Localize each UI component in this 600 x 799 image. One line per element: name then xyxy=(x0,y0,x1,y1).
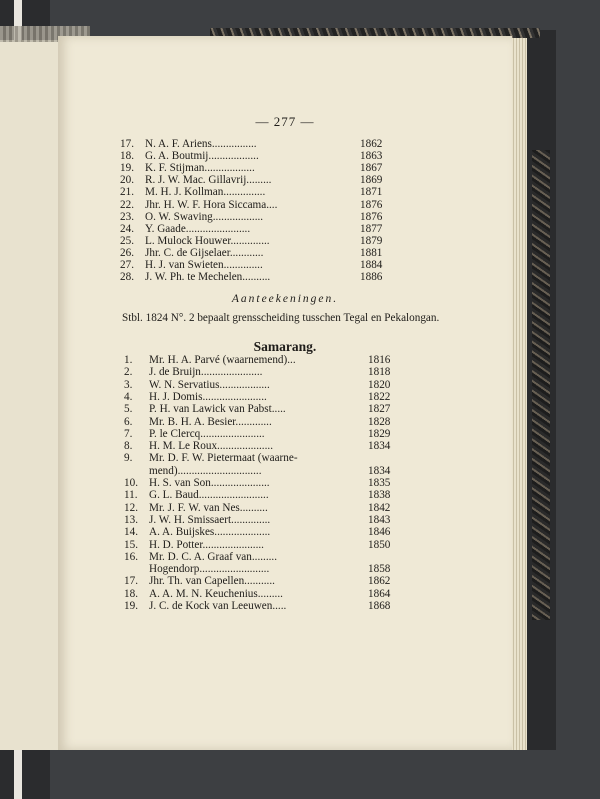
entry-name: Hogendorp......................... xyxy=(149,563,270,576)
list-entry xyxy=(124,575,398,588)
entry-year: 1877 xyxy=(360,222,383,235)
entry-name: H. J. van Swieten.............. xyxy=(145,259,263,271)
entry-number: 1. xyxy=(124,354,133,366)
list-entry xyxy=(120,223,390,236)
list-entry xyxy=(120,162,390,175)
entry-name: W. N. Servatius.................. xyxy=(149,378,270,391)
list-entry xyxy=(124,514,398,527)
list-entry xyxy=(124,379,398,392)
entry-year: 1868 xyxy=(368,600,391,612)
entry-number: 7. xyxy=(124,427,133,440)
entry-year: 1818 xyxy=(368,366,391,379)
entry-number: 10. xyxy=(124,477,138,489)
list-entry xyxy=(124,551,398,564)
entry-number: 17. xyxy=(124,575,138,588)
entry-name: J. W. Ph. te Mechelen.......... xyxy=(145,271,271,284)
entry-name: Jhr. C. de Gijselaer............ xyxy=(145,246,264,259)
entry-year: 1863 xyxy=(360,150,383,163)
entry-year: 1816 xyxy=(368,354,391,366)
entry-year: 1876 xyxy=(360,210,383,223)
list-entry xyxy=(124,489,398,502)
entry-year: 1884 xyxy=(360,259,383,271)
entry-number: 19. xyxy=(120,162,134,175)
entry-name: H. M. Le Roux.................... xyxy=(149,440,273,453)
list-entry xyxy=(124,539,398,552)
list-entry xyxy=(124,354,398,367)
list-entry xyxy=(120,259,390,272)
book-page xyxy=(58,36,512,750)
entry-number: 23. xyxy=(120,210,134,223)
entry-number: 9. xyxy=(124,452,133,465)
entry-year: 1867 xyxy=(360,162,383,175)
entry-year: 1850 xyxy=(368,538,391,551)
list-entry xyxy=(124,440,398,453)
entry-number: 6. xyxy=(124,415,133,428)
entry-year: 1862 xyxy=(360,138,383,150)
entry-year: 1886 xyxy=(360,271,383,284)
list-entry xyxy=(120,186,390,199)
list-entry xyxy=(124,526,398,539)
entry-name: H. D. Potter...................... xyxy=(149,538,264,551)
entry-number: 4. xyxy=(124,390,133,403)
entry-year: 1846 xyxy=(368,526,391,539)
entry-number: 18. xyxy=(120,150,134,163)
entry-name: J. W. H. Smissaert.............. xyxy=(149,513,271,526)
entry-name: Mr. D. C. A. Graaf van......... xyxy=(149,550,278,563)
entry-number: 13. xyxy=(124,513,138,526)
entry-name: G. L. Baud......................... xyxy=(149,489,269,502)
entry-name: Y. Gaade....................... xyxy=(145,222,251,235)
entry-name: N. A. F. Ariens................ xyxy=(145,138,257,150)
list-entry xyxy=(124,600,398,613)
entry-year: 1828 xyxy=(368,415,391,428)
entry-number: 14. xyxy=(124,526,138,539)
list-entry xyxy=(124,465,398,478)
entry-name: Mr. H. A. Parvé (waarnemend)... xyxy=(149,354,296,366)
entry-number: 16. xyxy=(124,550,138,563)
entry-year: 1822 xyxy=(368,390,391,403)
list-entry xyxy=(120,247,390,260)
entry-number: 24. xyxy=(120,222,134,235)
entry-number: 27. xyxy=(120,259,134,271)
marbled-edge xyxy=(532,150,550,620)
entry-number: 15. xyxy=(124,538,138,551)
notes-text: Stbl. 1824 N°. 2 bepaalt grensscheiding tusschen Tegal en Pekalongan. xyxy=(122,312,440,324)
list-entry xyxy=(124,588,398,601)
entry-number: 28. xyxy=(120,271,134,284)
entry-name: Mr. B. H. A. Besier............. xyxy=(149,415,272,428)
entry-name: A. A. M. N. Keuchenius......... xyxy=(149,587,283,600)
entry-year: 1838 xyxy=(368,489,391,502)
entry-year: 1869 xyxy=(360,174,383,187)
entry-number: 12. xyxy=(124,501,138,514)
entry-name: H. J. Domis....................... xyxy=(149,390,267,403)
entry-year: 1827 xyxy=(368,403,391,416)
list-entry xyxy=(124,403,398,416)
list-entry xyxy=(120,271,390,284)
entry-year: 1829 xyxy=(368,427,391,440)
list-entry xyxy=(120,211,390,224)
entry-year: 1834 xyxy=(368,464,391,477)
entry-number: 2. xyxy=(124,366,133,379)
entry-year: 1858 xyxy=(368,563,391,576)
list-entry xyxy=(124,428,398,441)
entry-number: 17. xyxy=(120,138,134,150)
entry-year: 1876 xyxy=(360,198,383,211)
notes-heading: Aanteekeningen. xyxy=(231,293,339,305)
entry-name: Jhr. H. W. F. Hora Siccama.... xyxy=(145,198,278,211)
list-entry xyxy=(124,416,398,429)
list-entry xyxy=(120,138,390,151)
entry-name: mend).............................. xyxy=(149,464,262,477)
entry-number: 20. xyxy=(120,174,134,187)
list-entry xyxy=(124,563,398,576)
entry-name: A. A. Buijskes.................... xyxy=(149,526,271,539)
entry-number: 3. xyxy=(124,378,133,391)
entry-name: J. C. de Kock van Leeuwen..... xyxy=(149,600,287,612)
entry-year: 1871 xyxy=(360,186,383,199)
entry-year: 1835 xyxy=(368,477,391,489)
list-entry xyxy=(124,477,398,490)
entry-number: 18. xyxy=(124,587,138,600)
section-heading: Samarang. xyxy=(253,339,317,354)
list-entry xyxy=(120,150,390,163)
entry-name: L. Mulock Houwer.............. xyxy=(145,234,270,247)
entry-name: Mr. J. F. W. van Nes.......... xyxy=(149,501,268,514)
list-entry xyxy=(124,502,398,515)
list-entry xyxy=(120,199,390,212)
entry-name: H. S. van Son..................... xyxy=(149,477,270,489)
entry-number: 5. xyxy=(124,403,133,416)
entry-number: 22. xyxy=(120,198,134,211)
entry-name: Mr. D. F. W. Pietermaat (waarne- xyxy=(149,452,298,465)
entry-number: 21. xyxy=(120,186,134,199)
entry-number: 19. xyxy=(124,600,138,612)
entry-year: 1879 xyxy=(360,234,383,247)
page-number: — 277 — xyxy=(255,114,315,129)
list-entry xyxy=(124,452,398,465)
entry-number: 11. xyxy=(124,489,138,502)
entry-name: K. F. Stijman.................. xyxy=(145,162,255,175)
entry-number: 8. xyxy=(124,440,133,453)
entry-name: G. A. Boutmij.................. xyxy=(145,150,259,163)
entry-name: P. H. van Lawick van Pabst..... xyxy=(149,403,286,416)
entry-name: P. le Clercq....................... xyxy=(149,427,265,440)
entry-year: 1834 xyxy=(368,440,391,453)
list-entry xyxy=(120,235,390,248)
entry-year: 1881 xyxy=(360,246,383,259)
entry-year: 1842 xyxy=(368,501,391,514)
entry-year: 1862 xyxy=(368,575,391,588)
entry-number: 26. xyxy=(120,246,134,259)
entry-year: 1843 xyxy=(368,513,391,526)
entry-name: O. W. Swaving.................. xyxy=(145,210,264,223)
entry-name: R. J. W. Mac. Gillavrij......... xyxy=(145,174,272,187)
entry-number: 25. xyxy=(120,234,134,247)
entry-name: Jhr. Th. van Capellen........... xyxy=(149,575,275,588)
facing-page xyxy=(0,40,59,750)
entry-name: J. de Bruijn...................... xyxy=(149,366,263,379)
entry-year: 1864 xyxy=(368,587,391,600)
list-entry xyxy=(124,391,398,404)
list-entry xyxy=(124,366,398,379)
entry-name: M. H. J. Kollman............... xyxy=(145,186,266,199)
list-entry xyxy=(120,174,390,187)
entry-year: 1820 xyxy=(368,378,391,391)
